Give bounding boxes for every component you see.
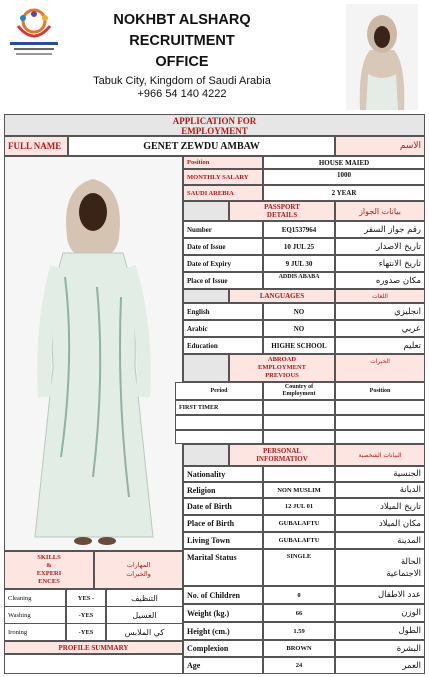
personal-label: Date of Birth [183, 498, 263, 515]
abroad-row3-period [175, 430, 263, 444]
abroad-spacer [183, 354, 229, 382]
stat-value: 1.59 [263, 622, 335, 640]
abroad-title-3: PREVIOUS [265, 372, 299, 379]
personal-label-ar [335, 549, 425, 586]
personal-value [263, 466, 335, 482]
language-value: NO [263, 320, 335, 337]
passport-value: 9 JUL 30 [263, 255, 335, 272]
stat-label-ar: البشرة [335, 640, 425, 657]
personal-value: GUBALAFTU [263, 515, 335, 532]
salary-value: 1000 [263, 169, 425, 185]
language-label-ar: عربي [335, 320, 425, 337]
skill-value: YES - [66, 589, 106, 607]
personal-label-ar: الديانة [335, 482, 425, 498]
stat-label-ar: العمر [335, 657, 425, 674]
personal-label-ar: المدينة [335, 532, 425, 549]
abroad-first-row: FIRST TIMER [175, 400, 263, 415]
form-title-line1: APPLICATION FOR [172, 116, 257, 126]
abroad-row2-period [175, 415, 263, 430]
stat-value: 24 [263, 657, 335, 674]
passport-section-spacer [183, 201, 229, 221]
language-label-ar: انجليزي [335, 303, 425, 320]
abroad-title-ar: الخبرات [335, 354, 425, 382]
company-name-line1: NOKHBT ALSHARQ [113, 12, 251, 28]
personal-value: 12 JUL 01 [263, 498, 335, 515]
skill-value: -YES [66, 606, 106, 624]
skills-title-ar-1: المهارات [126, 561, 151, 569]
passport-title-1: PASSPORT [264, 203, 300, 211]
passport-label: Place of Issue [183, 272, 263, 289]
skill-label: Washing [4, 606, 66, 624]
stat-value: 0 [263, 586, 335, 604]
skills-title-4: ENCES [38, 578, 60, 585]
personal-label: Religion [183, 482, 263, 498]
marital-ar-2: الاجتماعية [386, 568, 421, 579]
stat-label-ar: الطول [335, 622, 425, 640]
passport-label-ar: رقم جواز السفر [335, 221, 425, 238]
languages-spacer [183, 289, 229, 303]
skill-label: Cleaning [4, 589, 66, 607]
passport-value: EQ1537964 [263, 221, 335, 238]
passport-label-ar: تاريخ الاصدار [335, 238, 425, 255]
applicant-photo [4, 156, 183, 551]
personal-title [229, 444, 335, 466]
stat-label: Height (cm.) [183, 622, 263, 640]
profile-summary-title: PROFILE SUMMARY [4, 641, 183, 654]
passport-value: ADDIS ABABA [263, 272, 335, 289]
personal-title-2: INFORMATIOV [256, 455, 308, 463]
abroad-title-1: ABROAD [267, 356, 297, 363]
stat-label: Weight (kg.) [183, 604, 263, 622]
personal-label-ar: الجنسية [335, 466, 425, 482]
personal-label: Nationality [183, 466, 263, 482]
full-name-value: GENET ZEWDU AMBAW [68, 136, 335, 156]
full-name-ar: الاسم [335, 136, 425, 156]
abroad-title [229, 354, 335, 382]
abroad-first-country [263, 400, 335, 415]
personal-label: Marital Status [183, 549, 263, 586]
abroad-col-country-2: Employment [282, 391, 316, 397]
skill-value: -YES [66, 623, 106, 641]
position-value: HOUSE MAIED [263, 156, 425, 169]
abroad-col-country-1: Country of [284, 384, 314, 390]
language-label: Education [183, 337, 263, 354]
company-phone: +966 54 140 4222 [137, 88, 227, 100]
stat-value: BROWN [263, 640, 335, 657]
passport-title-2: DETAILS [266, 211, 298, 219]
personal-value: NON MUSLIM [263, 482, 335, 498]
stat-label: No. of Children [183, 586, 263, 604]
abroad-row3-position [335, 430, 425, 444]
company-address: Tabuk City, Kingdom of Saudi Arabia [93, 75, 271, 87]
salary-label: MONTHLY SALARY [183, 169, 263, 185]
marital-ar-1: الحالة [400, 556, 421, 567]
abroad-title-2: EMPLOYMENT [257, 364, 307, 371]
company-name-line3: OFFICE [155, 54, 209, 70]
form-title-line2: EMPLOYMENT [181, 126, 248, 136]
personal-spacer [183, 444, 229, 466]
personal-label-ar: تاريخ الميلاد [335, 498, 425, 515]
stat-label-ar: عدد الاطفال [335, 586, 425, 604]
personal-label: Place of Birth [183, 515, 263, 532]
passport-section-title [229, 201, 335, 221]
passport-label: Number [183, 221, 263, 238]
personal-label: Living Town [183, 532, 263, 549]
skill-label-ar: كي الملابس [106, 623, 183, 641]
abroad-row3-country [263, 430, 335, 444]
skill-label-ar: الغسيل [106, 606, 183, 624]
form-title [4, 114, 425, 136]
stat-label: Complexion [183, 640, 263, 657]
stat-label-ar: الوزن [335, 604, 425, 622]
profile-summary-body [4, 654, 183, 674]
contract-value: 2 YEAR [263, 185, 425, 201]
passport-label: Date of Issue [183, 238, 263, 255]
personal-title-1: PERSONAL [262, 447, 302, 455]
skills-title-2: & [46, 562, 52, 569]
personal-label-ar: مكان الميلاد [335, 515, 425, 532]
abroad-col-position: Position [335, 382, 425, 400]
passport-label-ar: مكان صدوره [335, 272, 425, 289]
passport-value: 10 JUL 25 [263, 238, 335, 255]
header-photo [346, 4, 418, 110]
skills-title [4, 551, 94, 589]
language-label: Arabic [183, 320, 263, 337]
company-name-line2: RECRUITMENT [129, 33, 235, 49]
position-label: Position [183, 156, 263, 169]
skills-title-3: EXPERI [36, 570, 62, 577]
abroad-row2-position [335, 415, 425, 430]
abroad-first-position [335, 400, 425, 415]
languages-title-ar: اللغات [335, 289, 425, 303]
language-label-ar: تعليم [335, 337, 425, 354]
passport-label: Date of Expiry [183, 255, 263, 272]
passport-label-ar: تاريخ الانتهاء [335, 255, 425, 272]
passport-section-ar: بيانات الجواز [335, 201, 425, 221]
abroad-col-country [263, 382, 335, 400]
personal-title-ar: البيانات الشخصية [335, 444, 425, 466]
personal-value: GUBALAFTU [263, 532, 335, 549]
personal-value: SINGLE [263, 549, 335, 586]
language-label: English [183, 303, 263, 320]
full-name-label: FULL NAME [4, 136, 68, 156]
language-value: HIGHE SCHOOL [263, 337, 335, 354]
country-label: SAUDI AREBIA [183, 185, 263, 201]
skills-title-ar-2: والخبرات [126, 570, 151, 578]
languages-title: LANGUAGES [229, 289, 335, 303]
company-logo [4, 6, 64, 62]
language-value: NO [263, 303, 335, 320]
abroad-row2-country [263, 415, 335, 430]
skills-title-1: SKILLS [37, 554, 61, 561]
skill-label-ar: التنظيف [106, 589, 183, 607]
stat-value: 66 [263, 604, 335, 622]
skill-label: Ironing [4, 623, 66, 641]
skills-title-ar [94, 551, 183, 589]
stat-label: Age [183, 657, 263, 674]
abroad-col-period: Period [175, 382, 263, 400]
